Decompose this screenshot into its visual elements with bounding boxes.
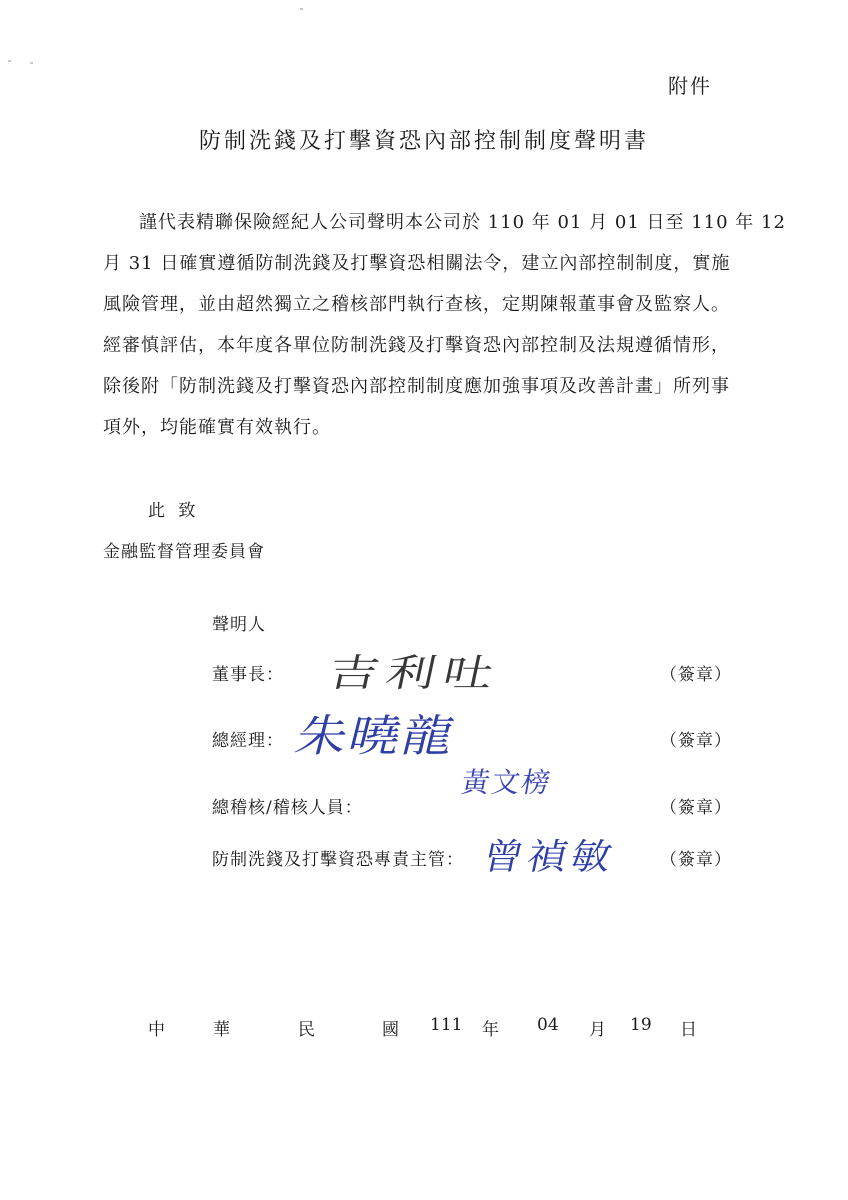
handwritten-signature: 黃文榜: [458, 766, 555, 799]
date-part: 國: [382, 1020, 399, 1040]
role-label: 董事長：: [212, 665, 284, 685]
greeting: 此 致: [148, 501, 200, 521]
seal-mark: （簽章）: [660, 798, 732, 818]
scan-artifact: [30, 62, 33, 64]
body-line: 除後附「防制洗錢及打擊資恐內部控制制度應加強事項及改善計畫」所列事: [103, 376, 730, 397]
seal-mark: （簽章）: [660, 665, 732, 685]
body-line: 月 31 日確實遵循防制洗錢及打擊資恐相關法令，建立內部控制制度，實施: [103, 253, 731, 274]
signature-row-general-manager: [212, 711, 732, 762]
attachment-label: 附件: [668, 74, 712, 98]
role-label: 總稽核/稽核人員：: [212, 798, 363, 818]
date-part: 月: [589, 1020, 606, 1040]
date-part: 民: [298, 1020, 315, 1040]
seal-mark: （簽章）: [660, 731, 732, 751]
signing-date: [0, 1015, 848, 1045]
document-title: 防制洗錢及打擊資恐內部控制制度聲明書: [198, 129, 649, 154]
declaration-body: [103, 202, 786, 448]
date-part: 19: [630, 1015, 652, 1035]
date-part: 04: [537, 1015, 559, 1035]
date-part: 111: [430, 1015, 463, 1035]
date-part: 日: [680, 1020, 697, 1040]
body-line: 經審慎評估，本年度各單位防制洗錢及打擊資恐內部控制及法規遵循情形，: [103, 335, 730, 356]
signature-row-chief-auditor: [212, 766, 732, 823]
signature-row-chairman: [212, 650, 732, 695]
scan-artifact: [300, 8, 303, 10]
handwritten-signature: 吉利吐: [324, 651, 506, 695]
role-label: 總經理：: [212, 731, 284, 751]
date-part: 華: [213, 1020, 230, 1040]
date-part: 中: [148, 1020, 165, 1040]
handwritten-signature: 朱曉龍: [290, 711, 462, 762]
recipient: 金融監督管理委員會: [103, 542, 265, 562]
seal-mark: （簽章）: [660, 850, 732, 870]
body-line: 項外，均能確實有效執行。: [103, 417, 331, 438]
date-part: 年: [482, 1020, 499, 1040]
body-line: 風險管理，並由超然獨立之稽核部門執行查核，定期陳報董事會及監察人。: [103, 294, 730, 315]
handwritten-signature: 曾禎敏: [479, 837, 620, 878]
signature-row-aml-officer: [212, 835, 732, 878]
role-label: 防制洗錢及打擊資恐專責主管：: [212, 850, 464, 870]
scan-artifact: [8, 60, 11, 62]
declarant-label: 聲明人: [212, 615, 266, 635]
body-line: 謹代表精聯保險經紀人公司聲明本公司於 110 年 01 月 01 日至 110 年 12: [139, 212, 786, 233]
